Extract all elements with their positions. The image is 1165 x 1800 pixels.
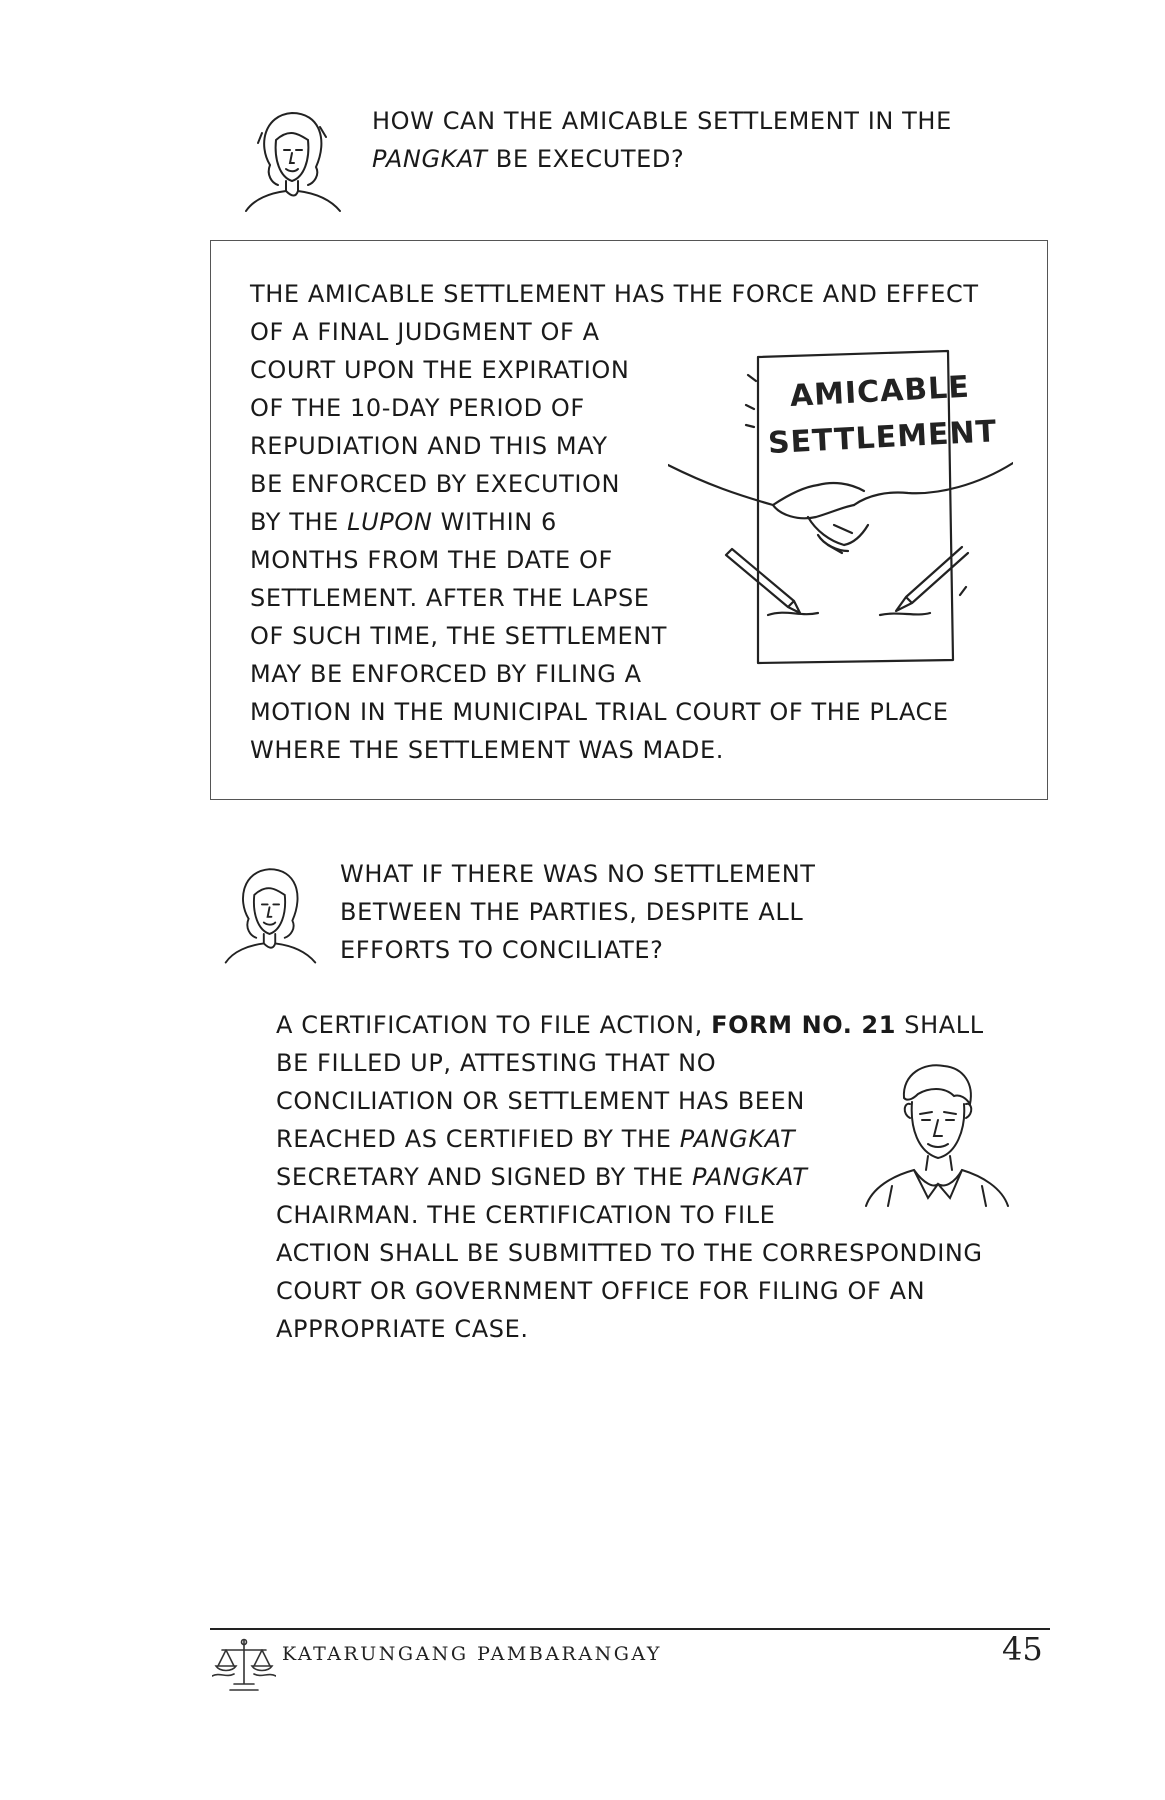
footer-rule: [210, 1628, 1050, 1630]
question-1-line-1: HOW CAN THE AMICABLE SETTLEMENT IN THE: [372, 107, 952, 135]
answer-1-text: THE AMICABLE SETTLEMENT HAS THE FORCE AND EFFECT OF A FINAL JUDGMENT OF A COURT UPON THE EXPIRATION OF THE 10-DAY PERIOD OF REPUDIATION AND THIS MAY BE ENFORCED BY EXECUTION BY THE LUPON WITHIN 6 MONTHS FROM THE DATE OF SETTLEMENT. AFTER THE LAPSE OF SUCH TIME, THE SETTLEMENT MAY BE ENFORCED BY FILING A MOTION IN THE MUNICIPAL TRIAL COURT OF THE PLACE WHERE THE SETTLEMENT WAS MADE.: [250, 280, 979, 764]
document-title-line-2: SETTLEMENT: [767, 414, 998, 462]
woman-speaker-icon: [220, 858, 320, 968]
footer-title: KATARUNGANG PAMBARANGAY: [282, 1643, 662, 1665]
form-number: FORM NO. 21: [711, 1011, 897, 1039]
lupon-term: LUPON: [347, 508, 433, 536]
scales-of-justice-icon: [212, 1636, 276, 1694]
document-title-line-1: AMICABLE: [789, 369, 971, 415]
answer-2-text: A CERTIFICATION TO FILE ACTION, FORM NO. 21 SHALL BE FILLED UP, ATTESTING THAT NO CONCILIATION OR SETTLEMENT HAS BEEN REACHED AS CERTIFIED BY THE PANGKAT SECRETARY AND SIGNED BY THE PANGKAT CHAIRMAN. THE CERTIFICATION TO FILE ACTION SHALL BE SUBMITTED TO THE CORRESPONDING COURT OR GOVERNMENT OFFICE FOR FILING OF AN APPROPRIATE CASE.: [276, 1011, 984, 1343]
man-speaker-icon: [862, 1058, 1012, 1208]
pangkat-term: PANGKAT: [372, 145, 488, 173]
question-1-line-2: PANGKAT BE EXECUTED?: [372, 145, 685, 173]
question-2: WHAT IF THERE WAS NO SETTLEMENT BETWEEN THE PARTIES, DESPITE ALL EFFORTS TO CONCILIATE?: [340, 860, 816, 964]
page-number: 45: [1002, 1630, 1043, 1668]
document-handshake-illustration: [668, 345, 1013, 670]
question-1: [372, 102, 952, 178]
woman-speaker-icon: [240, 105, 345, 213]
